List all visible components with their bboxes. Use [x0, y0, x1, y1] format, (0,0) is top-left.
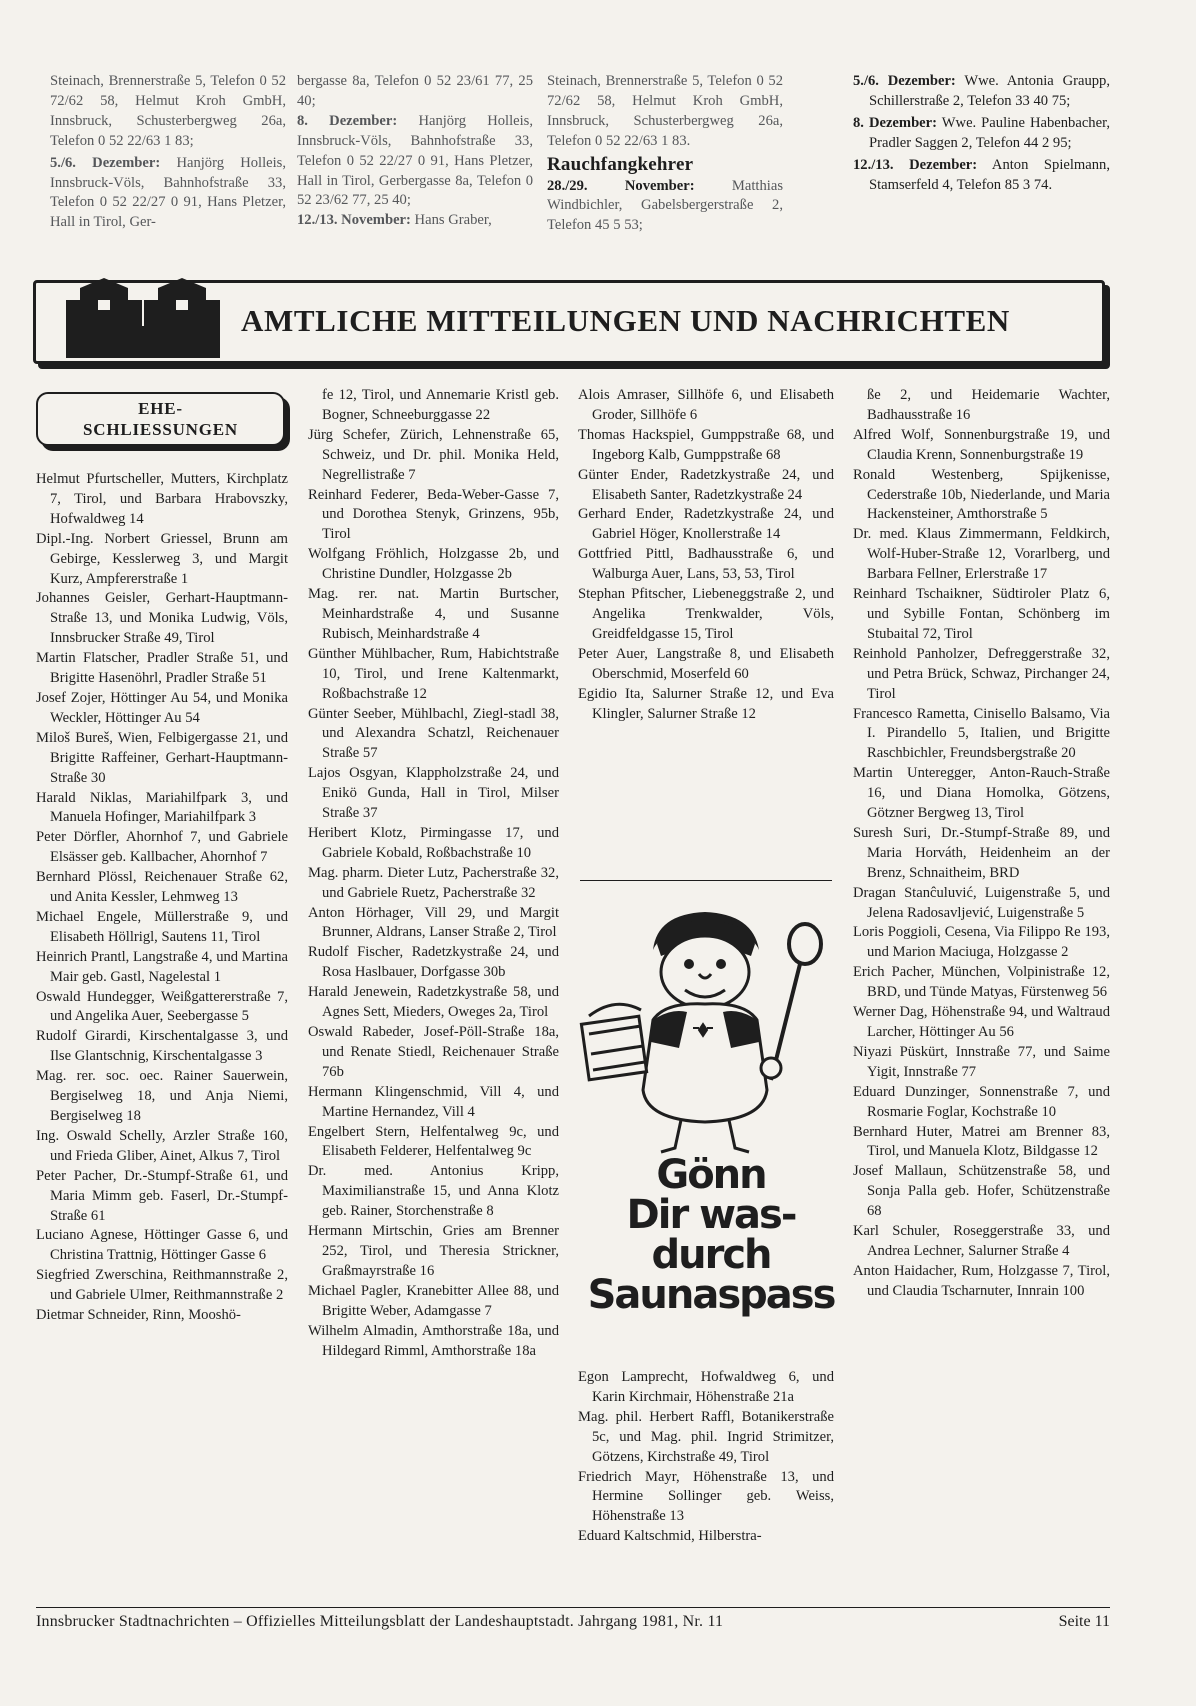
section-header-line2: SCHLIESSUNGEN — [83, 420, 238, 439]
list-item: Jürg Schefer, Zürich, Lehnenstraße 65, Schweiz, und Dr. phil. Monika Held, Negrellistraße 7 — [308, 426, 559, 483]
list-item: Oswald Rabeder, Josef-Pöll-Straße 18a, und Renate Stiedl, Reichenauer Straße 76b — [308, 1024, 559, 1080]
list-item: Michael Engele, Müllerstraße 9, und Elisabeth Höllrigl, Sautens 11, Tirol — [36, 908, 288, 945]
list-item: Egidio Ita, Salurner Straße 12, und Eva Klingler, Salurner Straße 12 — [578, 685, 834, 722]
list-item: fe 12, Tirol, und Annemarie Kristl geb. Bogner, Schneeburggasse 22 — [322, 387, 559, 423]
top-col-3 — [547, 72, 783, 236]
list-item: Alois Amraser, Sillhöfe 6, und Elisabeth Groder, Sillhöfe 6 — [578, 387, 834, 423]
top-entry: 12./13. Dezember: Anton Spielmann, Stamserfeld 4, Telefon 85 3 74. — [853, 156, 1111, 193]
list-item: Wilhelm Almadin, Amthorstraße 18a, und Hildegard Rimml, Amthorstraße 18a — [308, 1322, 559, 1359]
list-item: Karl Schuler, Roseggerstraße 33, und Andrea Lechner, Salurner Straße 4 — [853, 1223, 1110, 1259]
top-col-2 — [297, 72, 533, 231]
section-header — [36, 392, 285, 446]
list-item: Alfred Wolf, Sonnenburgstraße 19, und Claudia Krenn, Sonnenburgstraße 19 — [853, 426, 1110, 463]
top-col-4 — [853, 72, 1110, 195]
top-col-1 — [50, 72, 286, 233]
list-item: Rudolf Fischer, Radetzkystraße 24, und Rosa Haslbauer, Dorfgasse 30b — [308, 944, 559, 981]
ad-slogan-line2: Dir was- — [626, 1192, 796, 1238]
ad-slogan-line3: durch — [651, 1232, 771, 1278]
marriage-col-3-top — [578, 386, 834, 724]
list-item: Günter Ender, Radetzkystraße 24, und Elisabeth Santer, Radetzkystraße 24 — [578, 466, 834, 503]
marriage-col-2 — [308, 386, 559, 1361]
column-divider — [580, 880, 832, 881]
list-item: Egon Lamprecht, Hofwaldweg 6, und Karin Kirchmair, Höhenstraße 21a — [578, 1369, 834, 1405]
list-item: Dragan Stanĉuluvić, Luigenstraße 5, und Jelena Radosavljević, Luigenstraße 5 — [853, 884, 1110, 921]
list-item: Dr. med. Klaus Zimmermann, Feldkirch, Wolf-Huber-Straße 12, Vorarlberg, und Barbara Fellner, Erlerstraße 17 — [853, 526, 1110, 583]
list-item: Friedrich Mayr, Höhenstraße 13, und Hermine Sollinger geb. Weiss, Höhenstraße 13 — [578, 1468, 834, 1525]
section-header-line1: EHE- — [138, 399, 183, 418]
list-item: Bernhard Huter, Matrei am Brenner 83, Tirol, und Manuela Klotz, Bildgasse 12 — [853, 1123, 1110, 1160]
list-item: Rudolf Girardi, Kirschentalgasse 3, und Ilse Glantschnig, Kirschentalgasse 3 — [36, 1028, 288, 1065]
list-item: Günther Mühlbacher, Rum, Habichtstraße 10, Tirol, und Irene Kaltenmarkt, Roßbachstraße 12 — [308, 645, 559, 702]
list-item: Anton Haidacher, Rum, Holzgasse 7, Tirol, und Claudia Tscharnuter, Innrain 100 — [853, 1262, 1110, 1299]
list-item: Suresh Suri, Dr.-Stumpf-Straße 89, und Maria Horváth, Heidenheim an der Brenz, Schnaitheim, BRD — [853, 824, 1110, 881]
banner-title: AMTLICHE MITTEILUNGEN UND NACHRICHTEN — [241, 303, 1010, 338]
list-item: Lajos Osgyan, Klappholzstraße 24, und Enikö Gunda, Hall in Tirol, Milser Straße 37 — [308, 765, 559, 822]
list-item: Hermann Mirtschin, Gries am Brenner 252, Tirol, und Theresia Strickner, Graßmayrstraße 16 — [308, 1223, 559, 1279]
list-item: Günter Seeber, Mühlbachl, Ziegl-stadl 38, und Alexandra Schatzl, Reichenauer Straße 57 — [308, 705, 559, 762]
list-item: Engelbert Stern, Helfentalweg 9c, und Elisabeth Felderer, Helfentalweg 9c — [308, 1123, 559, 1160]
list-item: Erich Pacher, München, Volpinistraße 12, BRD, und Tünde Matyas, Fürstenweg 56 — [853, 964, 1110, 1001]
top-entry: bergasse 8a, Telefon 0 52 23/61 77, 25 40; — [297, 73, 533, 109]
footer-rule — [36, 1607, 1110, 1608]
list-item: Dipl.-Ing. Norbert Griessel, Brunn am Gebirge, Kesslerweg 3, und Margit Kurz, Ampfererstraße 1 — [36, 530, 288, 587]
list-item: Eduard Dunzinger, Sonnenstraße 7, und Rosmarie Foglar, Kochstraße 10 — [853, 1083, 1110, 1120]
list-item: Siegfried Zwerschina, Reithmannstraße 2, und Gabriele Ulmer, Reithmannstraße 2 — [36, 1267, 288, 1304]
top-entry: 8. Dezember: Wwe. Pauline Habenbacher, Pradler Saggen 2, Telefon 44 2 95; — [853, 114, 1110, 151]
top-entry: 8. Dezember: Hanjörg Holleis, Innsbruck-Völs, Bahnhofstraße 33, Telefon 0 52 22/27 0 91, Hans Pletzer, Hall in Tirol, Gerbergasse 8a, Telefon 0 52 23/62 77, 25 40; — [297, 112, 534, 209]
top-entry: Steinach, Brennerstraße 5, Telefon 0 52 72/62 58, Helmut Kroh GmbH, Innsbruck, Schusterbergweg 26a, Telefon 0 52 22/63 1 83; — [50, 73, 286, 149]
list-item: Thomas Hackspiel, Gumppstraße 68, und Ingeborg Kalb, Gumppstraße 68 — [578, 426, 834, 463]
list-item: Ronald Westenberg, Spijkenisse, Cederstraße 10b, Niederlande, und Maria Hackensteiner, Amthorstraße 5 — [853, 466, 1110, 523]
list-item: Loris Poggioli, Cesena, Via Filippo Re 193, und Marion Maciuga, Holzgasse 2 — [853, 924, 1110, 961]
list-item: Johannes Geisler, Gerhart-Hauptmann-Straße 13, und Monika Ludwig, Völs, Innsbrucker Straße 49, Tirol — [36, 590, 288, 647]
top-entry: 28./29. November: Matthias Windbichler, Gabelsbergerstraße 2, Telefon 45 5 53; — [547, 177, 783, 234]
top-entry: 5./6. Dezember: Wwe. Antonia Graupp, Schillerstraße 2, Telefon 33 40 75; — [853, 73, 1110, 109]
list-item: Wolfgang Fröhlich, Holzgasse 2b, und Christine Dundler, Holzgasse 2b — [308, 546, 559, 583]
list-item: Mag. rer. nat. Martin Burtscher, Meinhardstraße 4, und Susanne Rubisch, Meinhardstraße 4 — [308, 586, 559, 642]
sauna-mascot-icon — [575, 910, 847, 1155]
list-item: Reinhard Federer, Beda-Weber-Gasse 7, und Dorothea Stenyk, Grinzens, 95b, Tirol — [308, 486, 559, 543]
list-item: Peter Pacher, Dr.-Stumpf-Straße 61, und Maria Mimm geb. Faserl, Dr.-Stumpf-Straße 61 — [36, 1167, 288, 1224]
rauchfangkehrer-heading: Rauchfangkehrer — [547, 153, 694, 175]
top-entry: 5./6. Dezember: Hanjörg Holleis, Innsbruck-Völs, Bahnhofstraße 33, Telefon 0 52 22/27 0 91, Hans Pletzer, Hall in Tirol, Ger- — [50, 154, 287, 231]
marriage-col-4 — [853, 386, 1110, 1302]
list-item: Anton Hörhager, Vill 29, und Margit Brunner, Aldrans, Lanser Straße 2, Tirol — [308, 904, 559, 941]
list-item: Gerhard Ender, Radetzkystraße 24, und Gabriel Höger, Knollerstraße 14 — [578, 506, 834, 543]
ad-slogan-line4: Saunaspass — [587, 1272, 835, 1318]
list-item: Harald Jenewein, Radetzkystraße 58, und Agnes Sett, Mieders, Oweges 2a, Tirol — [308, 984, 559, 1021]
list-item: Dr. med. Antonius Kripp, Maximilianstraße 15, und Anna Klotz geb. Rainer, Storchenstraße 8 — [308, 1163, 559, 1220]
list-item: Werner Dag, Höhenstraße 94, und Waltraud Larcher, Höttinger Au 56 — [853, 1004, 1110, 1040]
footer-page-number: Seite 11 — [1058, 1613, 1110, 1630]
list-item: Niyazi Püskürt, Innstraße 77, und Saime Yigit, Innstraße 77 — [853, 1043, 1110, 1080]
ad-slogan-line1: Gönn — [656, 1152, 766, 1198]
marriage-col-3-bottom — [578, 1368, 834, 1547]
list-item: Stephan Pfitscher, Liebeneggstraße 2, und Angelika Trenkwalder, Völs, Greidfeldgasse 15, Tirol — [578, 586, 834, 642]
list-item: Reinhard Tschaikner, Südtiroler Platz 6, und Sybille Fontan, Schönberg im Stubaital 72, Tirol — [853, 586, 1110, 642]
list-item: Reinhold Panholzer, Defreggerstraße 32, und Petra Brück, Schwaz, Pirchanger 24, Tirol — [853, 645, 1110, 702]
list-item: Gottfried Pittl, Badhausstraße 6, und Walburga Auer, Lans, 53, 53, Tirol — [578, 546, 834, 583]
list-item: Josef Zojer, Höttinger Au 54, und Monika Weckler, Höttinger Au 54 — [36, 689, 288, 726]
list-item: Francesco Rametta, Cinisello Balsamo, Via I. Pirandello 5, Italien, und Brigitte Raschbichler, Freundsbergstraße 20 — [853, 705, 1110, 762]
sauna-advertisement — [575, 910, 847, 1318]
section-banner — [33, 280, 1105, 364]
list-item: Harald Niklas, Mariahilfpark 3, und Manuela Hofinger, Mariahilfpark 3 — [36, 789, 288, 826]
list-item: ße 2, und Heidemarie Wachter, Badhausstraße 16 — [867, 387, 1110, 423]
city-building-logo-icon — [58, 278, 228, 368]
list-item: Hermann Klingenschmid, Vill 4, und Martine Hernandez, Vill 4 — [308, 1083, 559, 1120]
list-item: Martin Flatscher, Pradler Straße 51, und Brigitte Hasenöhrl, Pradler Straße 51 — [36, 650, 288, 687]
list-item: Josef Mallaun, Schützenstraße 58, und Sonja Palla geb. Hofer, Schützenstraße 68 — [853, 1163, 1110, 1220]
list-item: Mag. phil. Herbert Raffl, Botanikerstraße 5c, und Mag. phil. Ingrid Strimitzer, Götzens, Kirchstraße 49, Tirol — [578, 1408, 834, 1465]
list-item: Heinrich Prantl, Langstraße 4, und Martina Mair geb. Gastl, Nagelestal 1 — [36, 948, 288, 985]
list-item: Miloš Bureš, Wien, Felbigergasse 21, und Brigitte Raffeiner, Gerhart-Hauptmann-Straße 30 — [36, 729, 288, 786]
list-item: Dietmar Schneider, Rinn, Mooshö- — [36, 1307, 241, 1324]
list-item: Mag. rer. soc. oec. Rainer Sauerwein, Bergiselweg 18, und Anja Niemi, Bergiselweg 18 — [36, 1068, 288, 1124]
list-item: Bernhard Plössl, Reichenauer Straße 62, und Anita Kessler, Lehmweg 13 — [36, 869, 288, 906]
footer-publication: Innsbrucker Stadtnachrichten – Offizielles Mitteilungsblatt der Landeshauptstadt. Jahrgang 1981, Nr. 11 — [36, 1613, 724, 1630]
list-item: Eduard Kaltschmid, Hilberstra- — [578, 1528, 762, 1545]
list-item: Martin Unteregger, Anton-Rauch-Straße 16, und Diana Homolka, Götzens, Götzner Bergweg 13, Tirol — [853, 765, 1110, 822]
list-item: Ing. Oswald Schelly, Arzler Straße 160, und Frieda Gliber, Ainet, Alkus 7, Tirol — [36, 1127, 288, 1164]
top-entry: Steinach, Brennerstraße 5, Telefon 0 52 72/62 58, Helmut Kroh GmbH, Innsbruck, Schusterbergweg 26a, Telefon 0 52 22/63 1 83. — [547, 73, 783, 149]
list-item: Oswald Hundegger, Weißgattererstraße 7, und Angelika Auer, Seebergasse 5 — [36, 988, 288, 1025]
list-item: Helmut Pfurtscheller, Mutters, Kirchplatz 7, Tirol, und Barbara Hrabovszky, Hofwaldweg 14 — [36, 471, 288, 527]
list-item: Mag. pharm. Dieter Lutz, Pacherstraße 32, und Gabriele Ruetz, Pacherstraße 32 — [308, 864, 559, 901]
list-item: Peter Auer, Langstraße 8, und Elisabeth Oberschmid, Moserfeld 60 — [578, 645, 834, 682]
top-entry: 12./13. November: Hans Graber, — [297, 212, 492, 229]
ad-slogan — [575, 1152, 847, 1318]
list-item: Luciano Agnese, Höttinger Gasse 6, und Christina Trattnig, Höttinger Gasse 6 — [36, 1227, 288, 1264]
list-item: Peter Dörfler, Ahornhof 7, und Gabriele Elsässer geb. Kallbacher, Ahornhof 7 — [36, 829, 288, 866]
list-item: Michael Pagler, Kranebitter Allee 88, und Brigitte Weber, Adamgasse 7 — [308, 1282, 559, 1319]
list-item: Heribert Klotz, Pirmingasse 17, und Gabriele Kobald, Roßbachstraße 10 — [308, 824, 559, 861]
marriage-col-1 — [36, 470, 288, 1326]
